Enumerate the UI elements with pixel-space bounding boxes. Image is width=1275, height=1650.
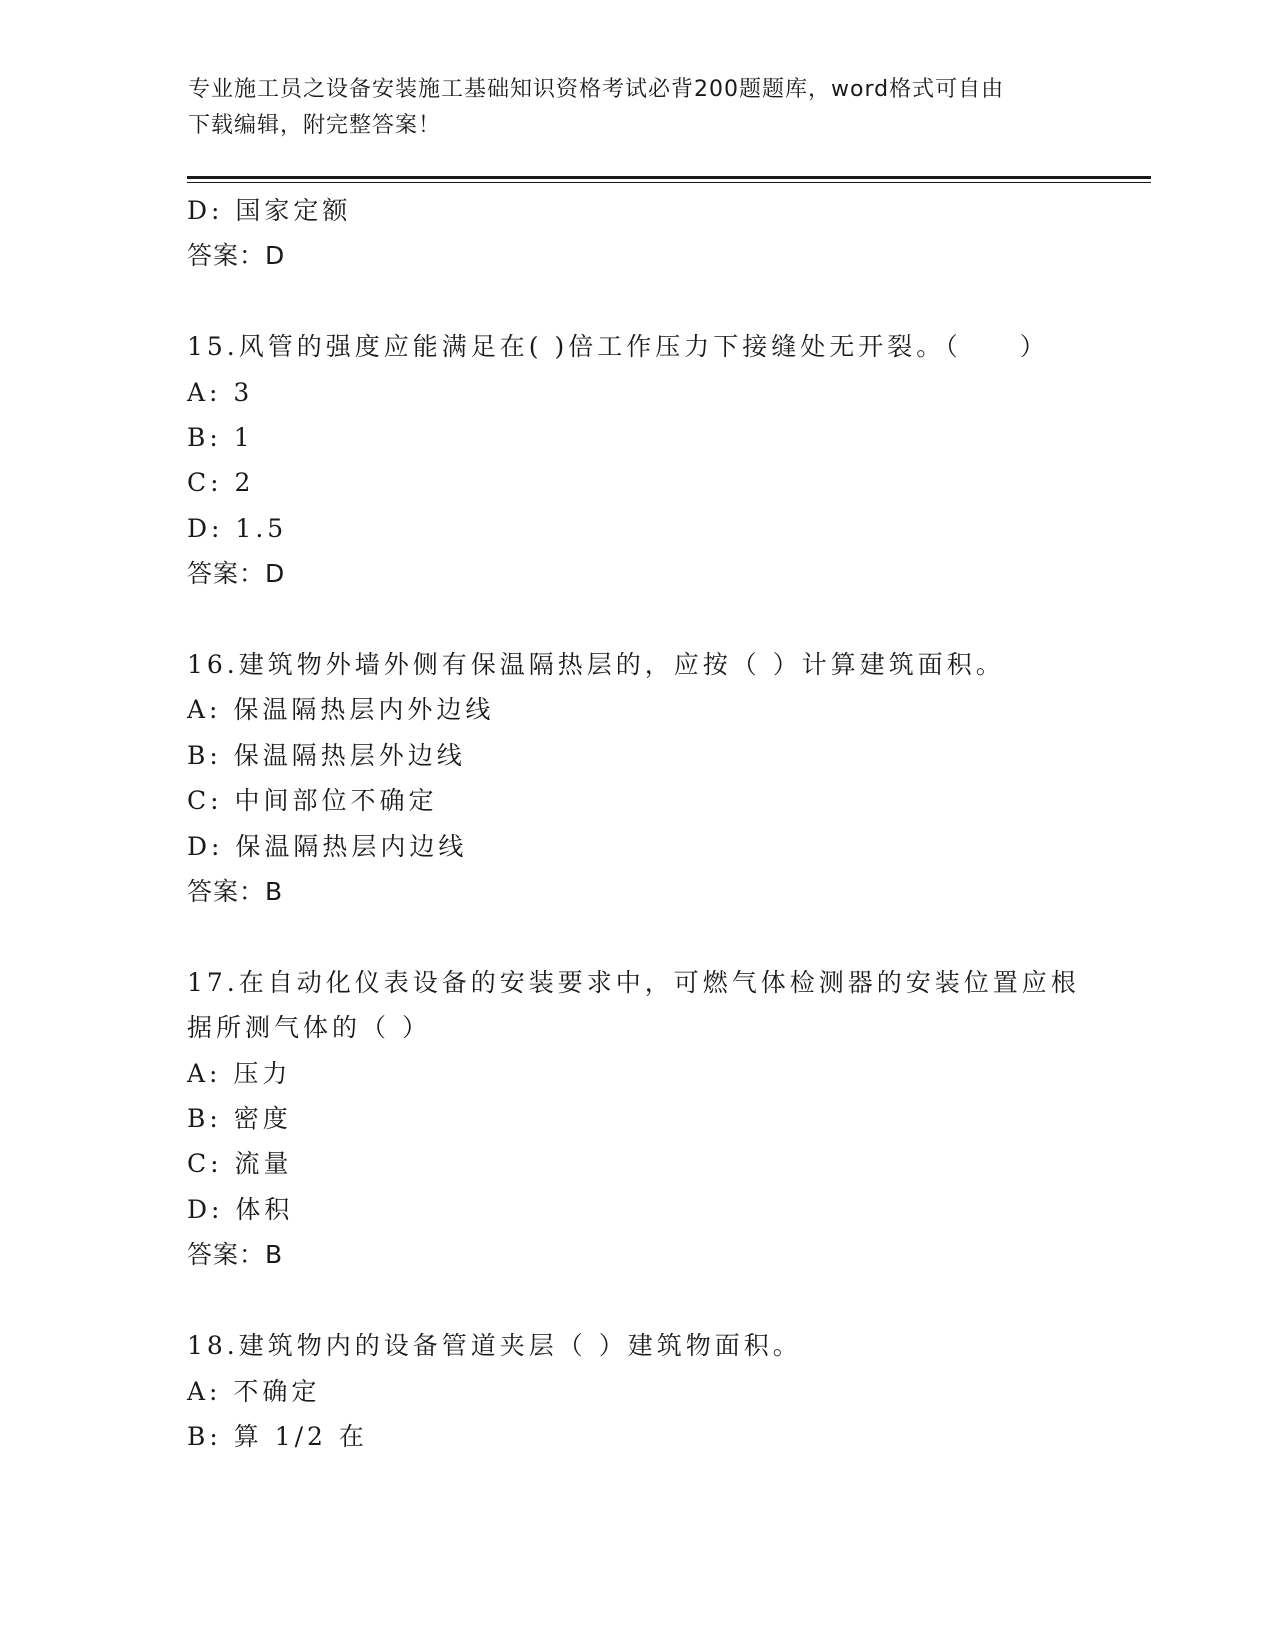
question-16-option-a: A: 保温隔热层内外边线 xyxy=(187,695,495,725)
question-15-option-d: D: 1.5 xyxy=(187,513,288,543)
header-divider-thin xyxy=(187,182,1151,183)
document-header xyxy=(188,72,1088,144)
question-17-text-line-2: 据所测气体的（ ） xyxy=(187,1013,431,1043)
question-15-option-b: B: 1 xyxy=(187,423,254,453)
question-17-option-d: D: 体积 xyxy=(187,1194,294,1224)
question-16 xyxy=(187,642,1107,914)
question-16-option-b: B: 保温隔热层外边线 xyxy=(187,740,466,770)
question-18-option-a: A: 不确定 xyxy=(187,1376,321,1406)
question-18-option-b: B: 算 1/2 在 xyxy=(187,1421,368,1451)
question-17-answer: 答案：B xyxy=(187,1240,284,1270)
header-divider-thick xyxy=(187,176,1151,179)
header-title-line-2: 下载编辑，附完整答案！ xyxy=(188,113,442,138)
question-17-option-a: A: 压力 xyxy=(187,1058,292,1088)
question-17 xyxy=(187,960,1107,1278)
question-15 xyxy=(187,324,1107,596)
question-17-text-line-1: 17.在自动化仪表设备的安装要求中，可燃气体检测器的安装位置应根 xyxy=(187,967,1080,997)
partial-option-d: D: 国家定额 xyxy=(187,196,352,225)
partial-answer: 答案：D xyxy=(187,241,286,271)
question-15-answer: 答案：D xyxy=(187,559,286,589)
question-16-option-c: C: 中间部位不确定 xyxy=(187,786,438,816)
question-content xyxy=(187,188,1107,1459)
question-16-answer: 答案：B xyxy=(187,877,284,907)
question-16-text: 16.建筑物外墙外侧有保温隔热层的，应按（ ）计算建筑面积。 xyxy=(187,650,1005,680)
question-15-option-c: C: 2 xyxy=(187,468,255,498)
question-15-text: 15.风管的强度应能满足在( )倍工作压力下接缝处无开裂。（ ） xyxy=(187,332,1049,362)
header-title-line-1: 专业施工员之设备安装施工基础知识资格考试必背200题题库，word格式可自由 xyxy=(188,77,1005,102)
question-17-option-b: B: 密度 xyxy=(187,1104,292,1134)
question-18-text: 18.建筑物内的设备管道夹层（ ）建筑物面积。 xyxy=(187,1331,802,1361)
question-16-option-d: D: 保温隔热层内边线 xyxy=(187,831,468,861)
question-17-option-c: C: 流量 xyxy=(187,1149,293,1179)
question-18 xyxy=(187,1323,1107,1459)
question-15-option-a: A: 3 xyxy=(187,377,254,407)
